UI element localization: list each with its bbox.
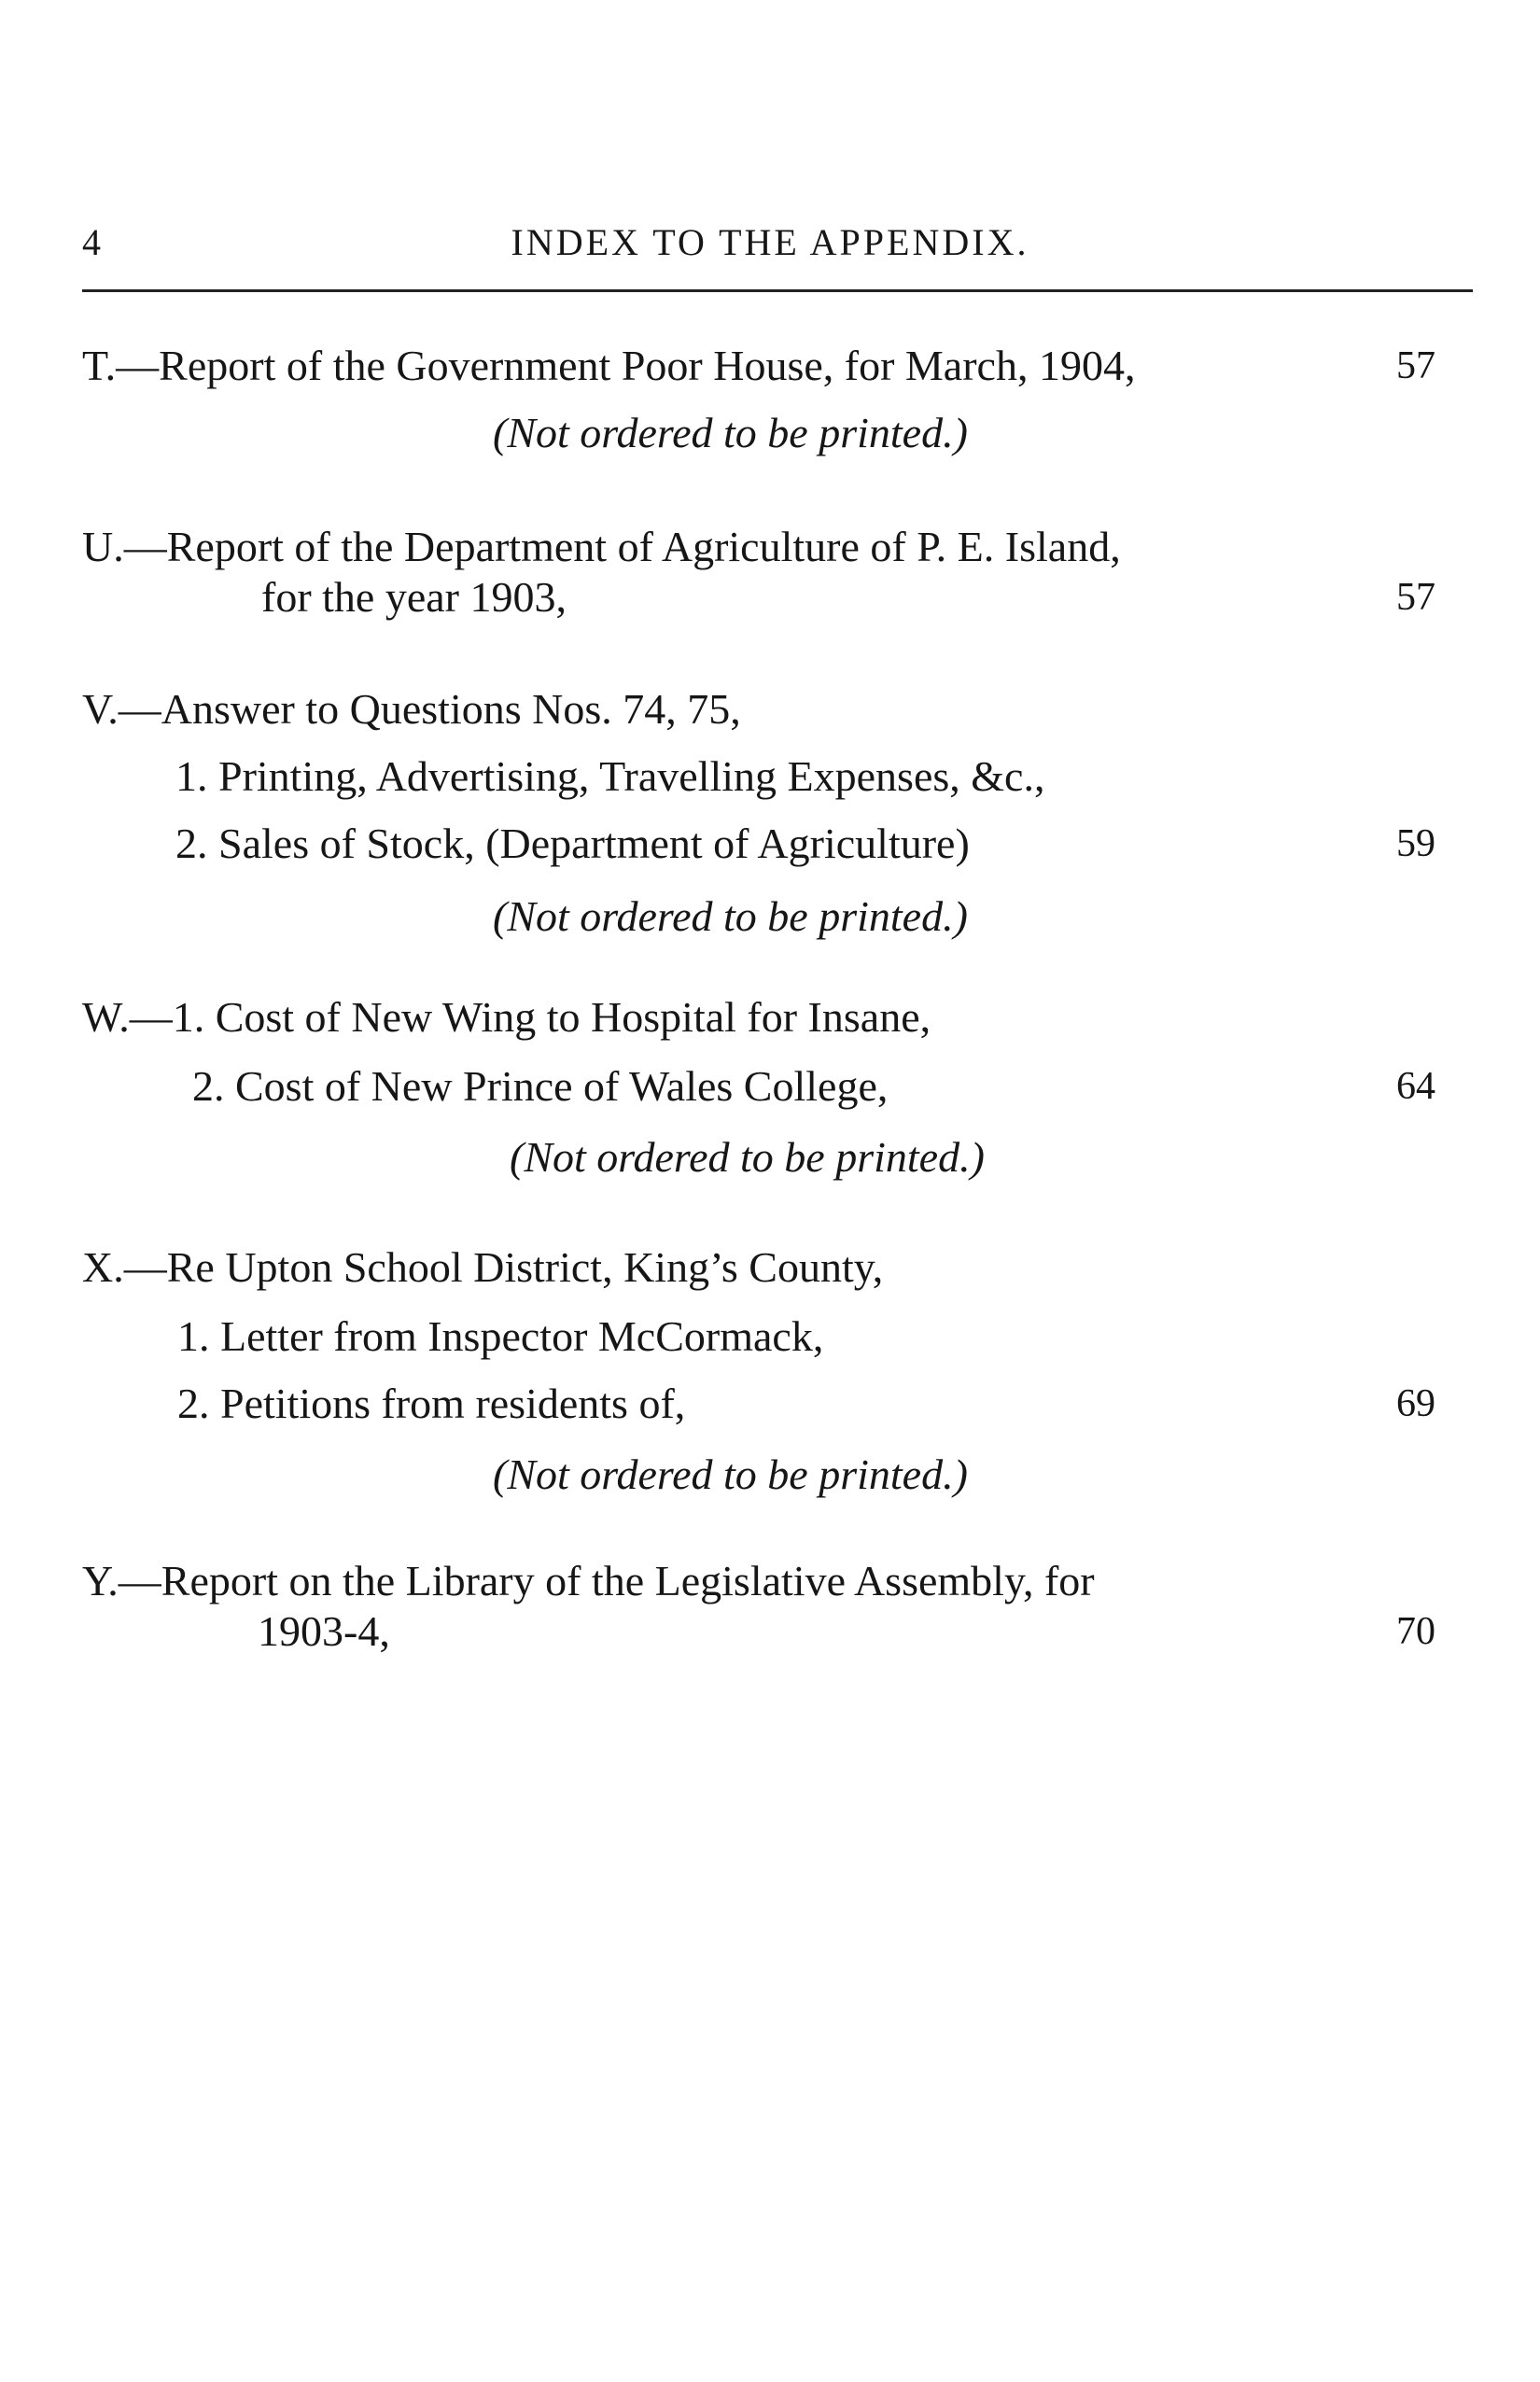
entry-x-title: X.—Re Upton School District, King’s County,	[82, 1243, 884, 1291]
entry-t-title: T.—Report of the Government Poor House, for March, 1904,	[82, 342, 1136, 389]
entry-v-page: 59	[1396, 822, 1435, 865]
entry-x-item-1: 1. Letter from Inspector McCormack,	[177, 1312, 824, 1360]
entry-t-note: (Not ordered to be printed.)	[493, 409, 968, 456]
entry-x-item-2: 2. Petitions from residents of,	[177, 1380, 686, 1427]
entry-x-page: 69	[1396, 1382, 1435, 1425]
entry-v-note: (Not ordered to be printed.)	[493, 892, 968, 940]
entry-y-title-line2: 1903-4,	[258, 1607, 390, 1655]
entry-u-title-line1: U.—Report of the Department of Agriculture of P. E. Island,	[82, 523, 1121, 570]
entry-t-page: 57	[1396, 344, 1435, 387]
entry-y-page: 70	[1396, 1610, 1435, 1653]
header-rule	[82, 289, 1473, 292]
entry-v-title: V.—Answer to Questions Nos. 74, 75,	[82, 685, 741, 733]
entry-v-item-2: 2. Sales of Stock, (Department of Agriculture)	[175, 820, 970, 867]
entry-w-item-1: W.—1. Cost of New Wing to Hospital for Insane,	[82, 993, 931, 1041]
entry-x-note: (Not ordered to be printed.)	[493, 1450, 968, 1498]
entry-w-page: 64	[1396, 1065, 1435, 1108]
entry-w-note: (Not ordered to be printed.)	[510, 1133, 985, 1181]
page-number: 4	[82, 221, 101, 263]
entry-w-item-2: 2. Cost of New Prince of Wales College,	[192, 1062, 889, 1110]
entry-u-page: 57	[1396, 576, 1435, 619]
entry-u-title-line2: for the year 1903,	[261, 573, 567, 621]
running-head: INDEX TO THE APPENDIX.	[511, 221, 1029, 263]
entry-v-item-1: 1. Printing, Advertising, Travelling Expenses, &c.,	[175, 752, 1045, 800]
entry-y-title-line1: Y.—Report on the Library of the Legislative Assembly, for	[82, 1557, 1095, 1604]
